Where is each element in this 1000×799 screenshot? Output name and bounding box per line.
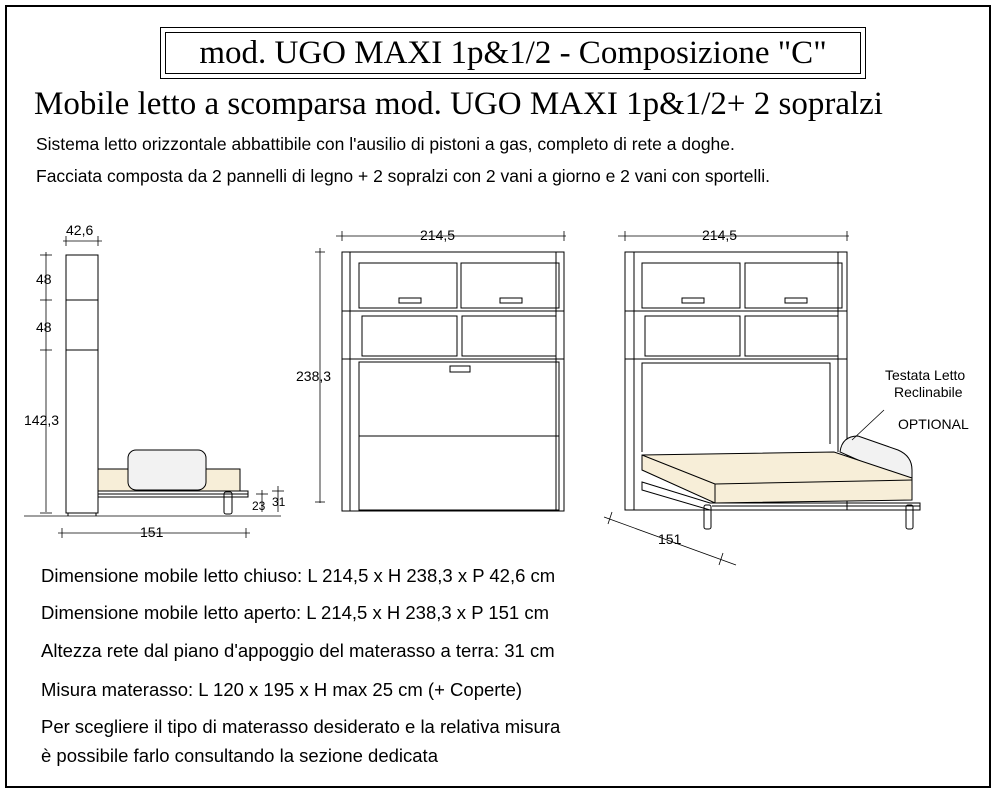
- spec-closed-dimensions: Dimensione mobile letto chiuso: L 214,5 x H 238,3 x P 42,6 cm: [41, 565, 556, 586]
- closed-cabinet: [342, 252, 564, 511]
- headboard-label-line-1: Testata Letto: [885, 367, 966, 383]
- closed-handle-right: [500, 298, 522, 303]
- optional-label: OPTIONAL: [898, 416, 969, 432]
- open-top-door-right: [745, 263, 842, 308]
- spec-note-line-1: Per scegliere il tipo di materasso desiderato e la relativa misura: [41, 716, 561, 737]
- front-closed-view: [315, 231, 566, 511]
- side-height-label: 31: [272, 495, 286, 509]
- side-view: [24, 236, 284, 538]
- description-line-1: Sistema letto orizzontale abbattibile con l'ausilio di pistoni a gas, completo di rete a doghe.: [36, 134, 735, 154]
- open-leg-right: [906, 505, 913, 529]
- closed-shelf-left: [362, 316, 457, 356]
- closed-bed-handle: [450, 366, 470, 372]
- side-headboard: [128, 450, 206, 490]
- side-middle-label: 48: [36, 319, 52, 335]
- description-line-2: Facciata composta da 2 pannelli di legno + 2 sopralzi con 2 vani a giorno e 2 vani con sportelli.: [36, 166, 770, 186]
- closed-height-label: 238,3: [296, 368, 332, 384]
- open-handle-right: [785, 298, 807, 303]
- page-title: mod. UGO MAXI 1p&1/2 - Composizione "C": [165, 32, 861, 74]
- side-upper-label: 48: [36, 271, 52, 287]
- product-heading: Mobile letto a scomparsa mod. UGO MAXI 1p&1/2+ 2 sopralzi: [34, 86, 883, 122]
- closed-top-door-right: [461, 263, 559, 308]
- closed-width-label: 214,5: [420, 227, 456, 243]
- headboard-label-line-2: Reclinabile: [894, 384, 963, 400]
- spec-frame-height: Altezza rete dal piano d'appoggio del materasso a terra: 31 cm: [41, 640, 555, 661]
- side-cabinet: [66, 255, 98, 513]
- closed-top-door-left: [359, 263, 457, 308]
- side-leg-label: 23: [252, 499, 266, 513]
- side-depth-label: 42,6: [66, 222, 94, 238]
- closed-handle-left: [399, 298, 421, 303]
- spec-note-line-2: è possibile farlo consultando la sezione dedicata: [41, 745, 438, 766]
- spec-mattress-size: Misura materasso: L 120 x 195 x H max 25 cm (+ Coperte): [41, 679, 523, 700]
- open-width-label: 214,5: [702, 227, 738, 243]
- open-length-label: 151: [658, 531, 682, 547]
- front-open-view: [604, 231, 920, 565]
- open-handle-left: [682, 298, 704, 303]
- side-length-label: 151: [140, 524, 164, 540]
- open-shelf-right: [745, 316, 838, 356]
- open-shelf-left: [645, 316, 740, 356]
- open-top-door-left: [642, 263, 740, 308]
- spec-open-dimensions: Dimensione mobile letto aperto: L 214,5 x H 238,3 x P 151 cm: [41, 602, 550, 623]
- side-lower-label: 142,3: [24, 412, 60, 428]
- closed-shelf-right: [462, 316, 556, 356]
